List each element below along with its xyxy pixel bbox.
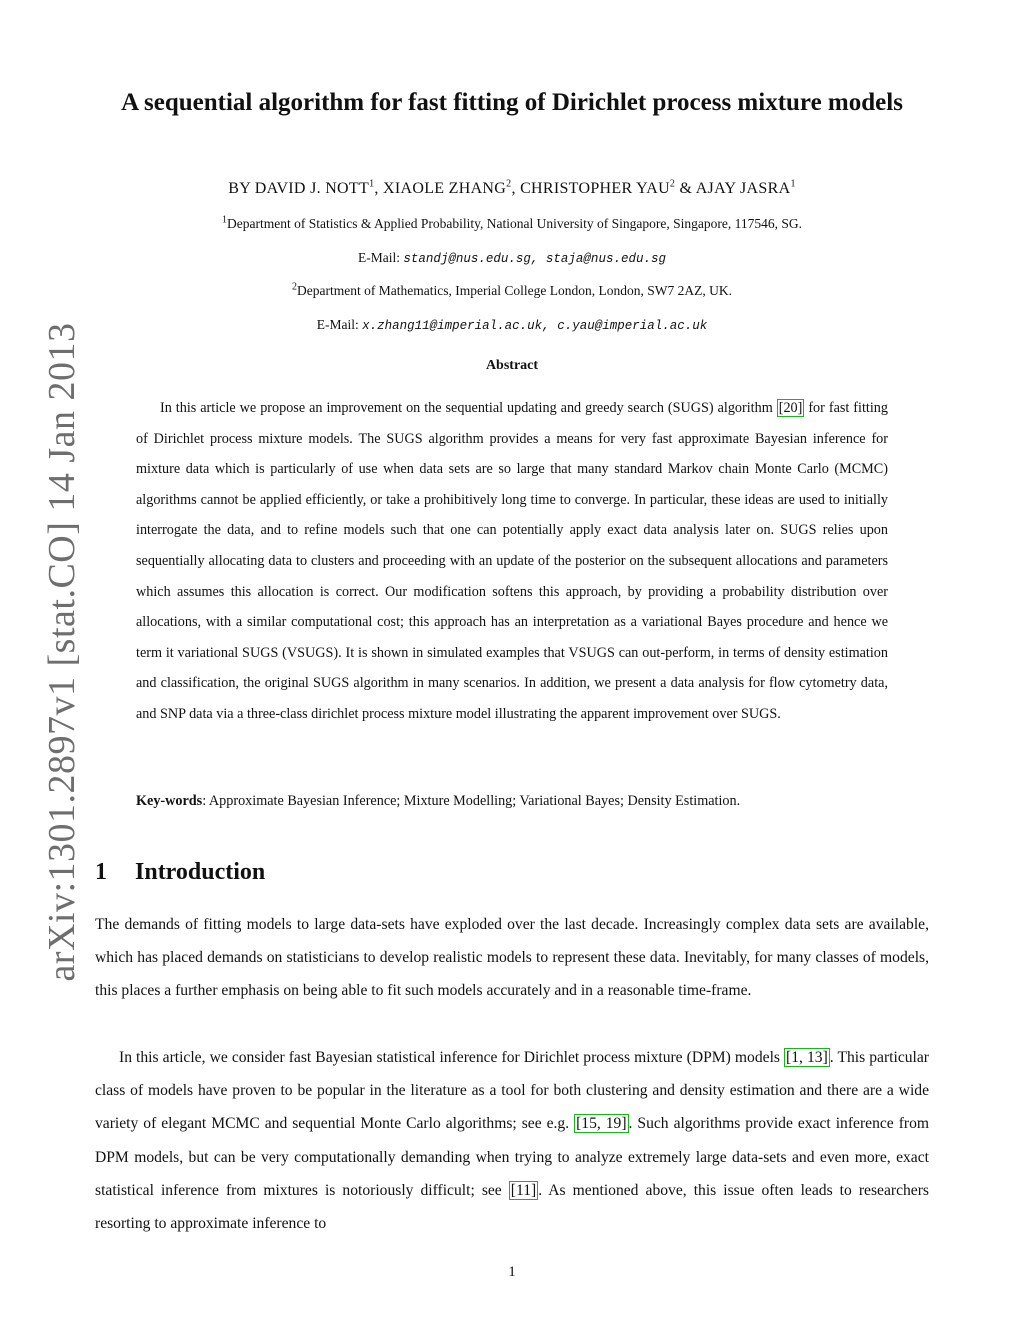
abstract-body (136, 393, 888, 730)
author-zhang-affil: 2 (506, 178, 512, 190)
affiliation-2 (95, 281, 929, 301)
affiliation-2-email (95, 315, 929, 336)
section-number: 1 (95, 859, 107, 885)
keywords-text: : Approximate Bayesian Inference; Mixture Modelling; Variational Bayes; Density Estimation. (202, 793, 741, 809)
author-jasra: AJAY JASRA (695, 180, 791, 197)
author-nott-affil: 1 (369, 178, 375, 190)
affiliation-1-text: Department of Statistics & Applied Probability, National University of Singapore, Singapore, 117546, SG. (227, 216, 802, 231)
affiliation-2-marker: 2 (292, 281, 298, 293)
intro-p2-text-d: . As mentioned above, this issue often leads to researchers resorting to approximate inference to (95, 1181, 929, 1233)
affiliation-1-email (95, 248, 929, 269)
email-label: E-Mail: (316, 317, 363, 332)
author-separator: , (511, 180, 521, 197)
email-label: E-Mail: (358, 250, 404, 265)
intro-p2-text-a: In this article, we consider fast Bayesian statistical inference for Dirichlet process mixture (DPM) models (119, 1049, 785, 1066)
author-separator: & (675, 180, 696, 197)
arxiv-identifier-stamp: arXiv:1301.2897v1 [stat.CO] 14 Jan 2013 (41, 322, 83, 982)
citation-link[interactable]: [20] (778, 400, 803, 416)
email-addresses-imperial[interactable]: x.zhang11@imperial.ac.uk, c.yau@imperial.ac.uk (362, 319, 708, 333)
citation-link[interactable]: [15, 19] (576, 1115, 627, 1133)
keywords-label: Key-words (136, 793, 203, 809)
author-yau-affil: 2 (669, 178, 676, 190)
author-separator: , (374, 180, 383, 197)
page-number: 1 (508, 1264, 516, 1280)
author-list (95, 178, 929, 200)
affiliation-2-text: Department of Mathematics, Imperial College London, London, SW7 2AZ, UK. (297, 283, 732, 298)
affiliation-1 (95, 214, 929, 234)
author-nott: DAVID J. NOTT (254, 180, 370, 197)
author-jasra-affil: 1 (790, 178, 796, 190)
author-prefix: BY (228, 180, 255, 197)
citation-link[interactable]: [11] (510, 1181, 537, 1199)
paper-title: A sequential algorithm for fast fitting of Dirichlet process mixture models (121, 89, 903, 116)
citation-link[interactable]: [1, 13] (786, 1049, 828, 1066)
keywords (136, 790, 888, 812)
intro-p2-text-b: . This particular class of models have proven to be popular in the literature as a tool for both clustering and density estimation and there are a wide variety of elegant MCMC and sequential Monte Carlo algorithms; see e.g. (95, 1049, 929, 1133)
intro-p2-text-c: . Such algorithms provide exact inference from DPM models, but can be very computationally demanding when trying to analyze extremely large data-sets and even more, exact statistical inference from mixtures is notoriously difficult; see (95, 1115, 930, 1199)
abstract-text-1: In this article we propose an improvement on the sequential updating and greedy search (SUGS) algorithm (160, 400, 777, 416)
affiliation-1-marker: 1 (222, 214, 228, 226)
intro-paragraph-2 (95, 1041, 929, 1240)
section-heading-introduction (95, 856, 265, 888)
intro-paragraph-1: The demands of fitting models to large data-sets have exploded over the last decade. Increasingly complex data sets are available, which has placed demands on statisticians to develop realistic models to represent these data. Inevitably, for many classes of models, this places a further emphasis on being able to fit such models accurately and in a reasonable time-frame. (95, 916, 929, 1000)
author-zhang: XIAOLE ZHANG (383, 180, 507, 197)
abstract-heading: Abstract (485, 358, 539, 373)
email-addresses-nus[interactable]: standj@nus.edu.sg, staja@nus.edu.sg (403, 252, 666, 266)
section-title: Introduction (135, 859, 266, 885)
author-yau: CHRISTOPHER YAU (520, 180, 670, 197)
abstract-text-2: for fast fitting of Dirichlet process mixture models. The SUGS algorithm provides a means for very fast approximate Bayesian inference for mixture data which is particularly of use when data sets are so large that many standard Markov chain Monte Carlo (MCMC) algorithms cannot be applied efficiently, or take a prohibitively long time to converge. In particular, these ideas are used to initially interrogate the data, and to refine models such that one can potentially apply exact data analysis later on. SUGS relies upon sequentially allocating data to clusters and proceeding with an update of the posterior on the subsequent allocations and parameters which assumes this allocation is correct. Our modification softens this approach, by providing a probability distribution over allocations, with a similar computational cost; this approach has an interpretation as a variational Bayes procedure and hence we term it variational SUGS (VSUGS). It is shown in simulated examples that VSUGS can out-perform, in terms of density estimation and classification, the original SUGS algorithm in many scenarios. In addition, we present a data analysis for flow cytometry data, and SNP data via a three-class dirichlet process mixture model illustrating the apparent improvement over SUGS. (136, 400, 888, 722)
